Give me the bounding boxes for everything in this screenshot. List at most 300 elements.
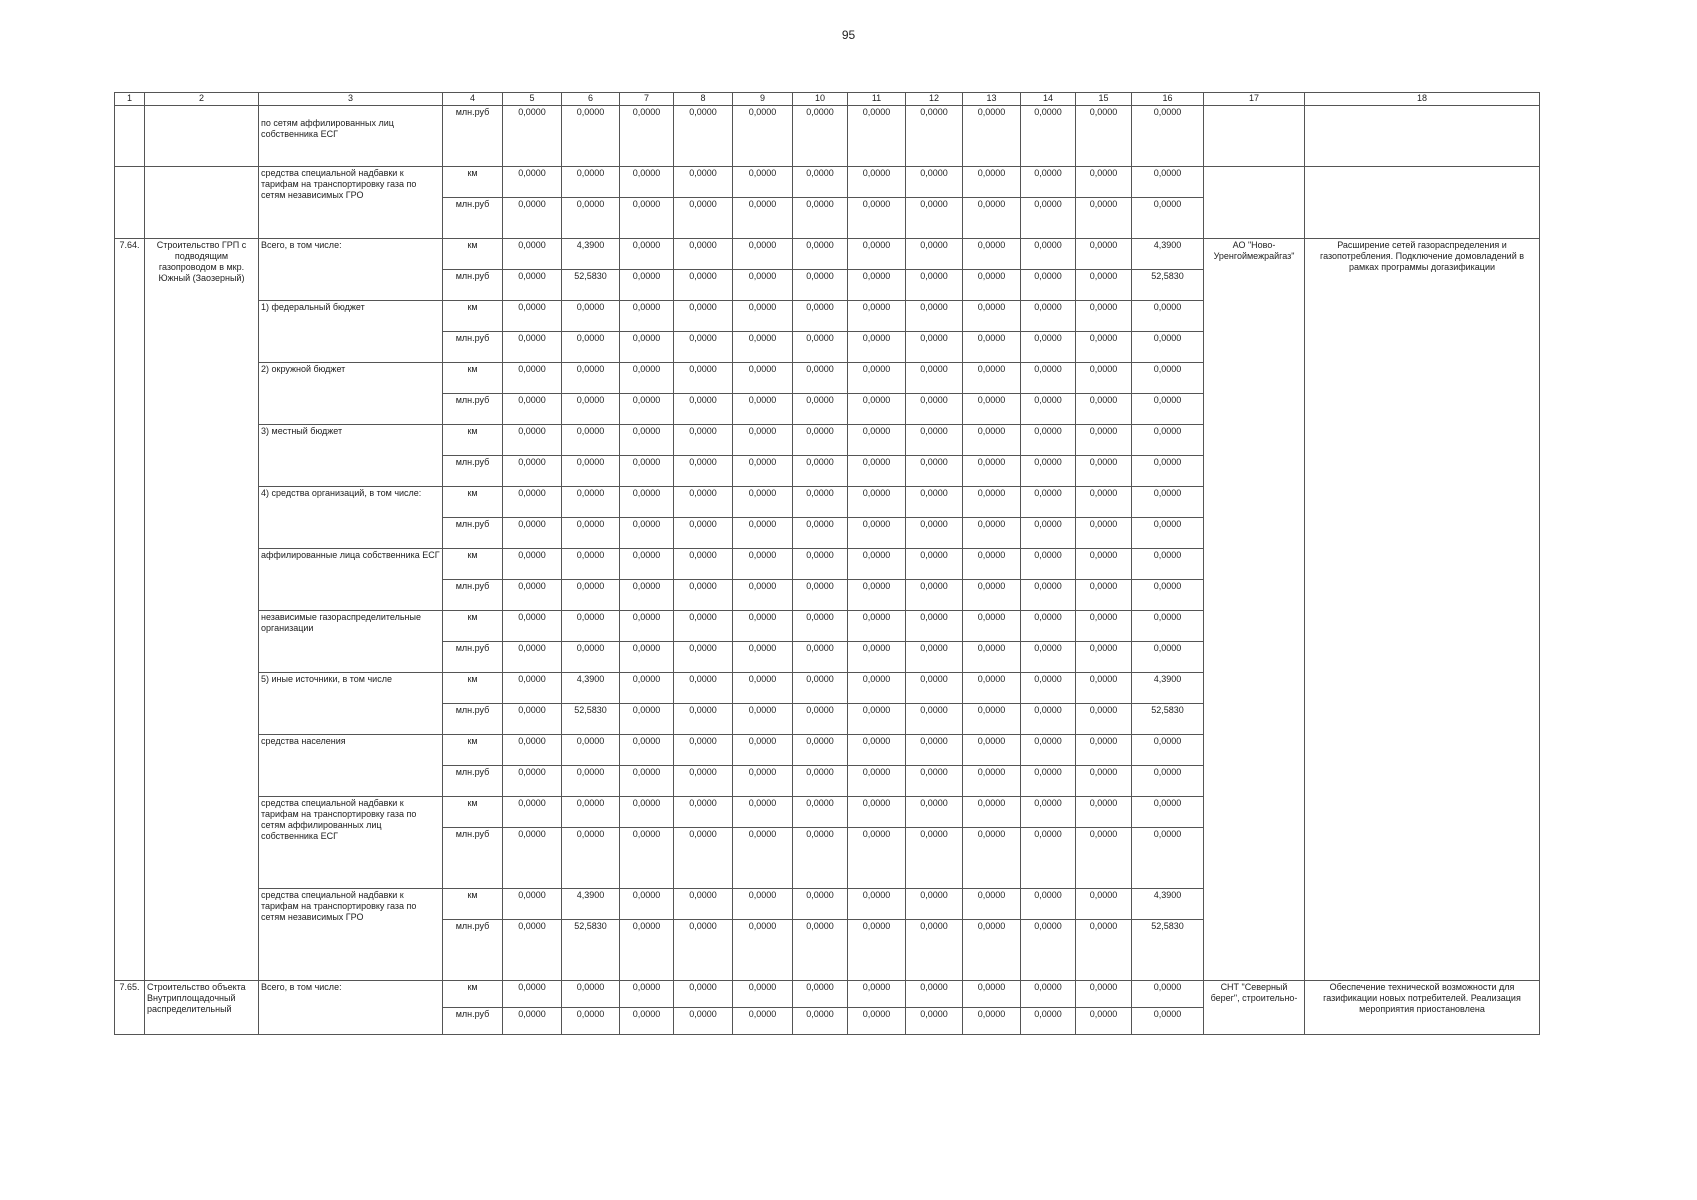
value-cell: 0,0000 [848,673,906,704]
value-cell: 0,0000 [1021,735,1076,766]
unit-cell: млн.руб [443,106,503,167]
value-cell: 0,0000 [733,487,793,518]
value-cell: 0,0000 [848,981,906,1008]
value-cell: 0,0000 [562,580,620,611]
code-cell [115,167,145,239]
column-header: 13 [963,93,1021,106]
column-header: 8 [674,93,733,106]
value-cell: 0,0000 [674,239,733,270]
value-cell: 0,0000 [1076,198,1132,239]
value-cell: 52,5830 [562,920,620,981]
value-cell: 0,0000 [906,735,963,766]
org-cell [1204,106,1305,167]
value-cell: 0,0000 [848,456,906,487]
value-cell: 0,0000 [562,332,620,363]
value-cell: 0,0000 [1076,673,1132,704]
value-cell: 0,0000 [906,920,963,981]
value-cell: 0,0000 [963,332,1021,363]
value-cell: 52,5830 [1132,270,1204,301]
value-cell: 0,0000 [733,735,793,766]
column-header: 15 [1076,93,1132,106]
value-cell: 0,0000 [793,828,848,889]
value-cell: 0,0000 [1021,301,1076,332]
value-cell: 0,0000 [1021,394,1076,425]
unit-cell: км [443,549,503,580]
value-cell: 0,0000 [1076,797,1132,828]
value-cell: 0,0000 [674,301,733,332]
value-cell: 0,0000 [733,198,793,239]
value-cell: 0,0000 [906,704,963,735]
value-cell: 0,0000 [1076,301,1132,332]
value-cell: 0,0000 [503,549,562,580]
value-cell: 0,0000 [963,766,1021,797]
value-cell: 0,0000 [906,394,963,425]
value-cell: 0,0000 [906,425,963,456]
value-cell: 0,0000 [733,394,793,425]
value-cell: 0,0000 [674,198,733,239]
value-cell: 0,0000 [906,332,963,363]
value-cell: 0,0000 [963,425,1021,456]
value-cell: 0,0000 [848,549,906,580]
value-cell: 0,0000 [906,363,963,394]
value-cell: 0,0000 [963,735,1021,766]
value-cell: 0,0000 [793,889,848,920]
value-cell: 0,0000 [793,239,848,270]
value-cell: 0,0000 [1021,981,1076,1008]
value-cell: 4,3900 [562,889,620,920]
value-cell: 0,0000 [848,797,906,828]
value-cell: 0,0000 [620,889,674,920]
value-cell: 0,0000 [1132,456,1204,487]
unit-cell: млн.руб [443,198,503,239]
value-cell: 0,0000 [1076,167,1132,198]
column-header: 17 [1204,93,1305,106]
value-cell: 0,0000 [620,704,674,735]
value-cell: 0,0000 [562,1008,620,1035]
value-cell: 0,0000 [963,580,1021,611]
page-number: 95 [841,28,856,42]
value-cell: 0,0000 [793,198,848,239]
value-cell: 0,0000 [1076,920,1132,981]
value-cell: 0,0000 [848,642,906,673]
unit-cell: км [443,239,503,270]
value-cell: 0,0000 [1021,580,1076,611]
value-cell: 0,0000 [1132,828,1204,889]
unit-cell: млн.руб [443,828,503,889]
value-cell: 0,0000 [620,301,674,332]
unit-cell: км [443,301,503,332]
value-cell: 0,0000 [674,167,733,198]
source-label: средства специальной надбавки к тарифам на транспортировку газа по сетям аффилированных лиц собственника ЕСГ [259,797,443,889]
value-cell: 0,0000 [848,487,906,518]
value-cell: 0,0000 [562,425,620,456]
value-cell: 0,0000 [503,580,562,611]
value-cell: 0,0000 [562,198,620,239]
source-label: средства населения [259,735,443,797]
org-cell: СНТ "Северный берег", строительно- [1204,981,1305,1035]
value-cell: 0,0000 [1076,425,1132,456]
source-label: Всего, в том числе: [259,239,443,301]
unit-cell: млн.руб [443,704,503,735]
unit-cell: млн.руб [443,270,503,301]
value-cell: 0,0000 [1021,642,1076,673]
value-cell: 0,0000 [674,1008,733,1035]
value-cell: 0,0000 [503,981,562,1008]
value-cell: 0,0000 [1076,106,1132,167]
value-cell: 0,0000 [1021,239,1076,270]
source-label: средства специальной надбавки к тарифам на транспортировку газа по сетям независимых ГРО [259,167,443,239]
value-cell: 0,0000 [620,518,674,549]
value-cell: 0,0000 [906,889,963,920]
table-row [115,239,1540,270]
value-cell: 0,0000 [848,394,906,425]
value-cell: 0,0000 [1132,518,1204,549]
value-cell: 0,0000 [674,673,733,704]
value-cell: 0,0000 [620,580,674,611]
unit-cell: млн.руб [443,580,503,611]
value-cell: 0,0000 [1132,1008,1204,1035]
source-label: 2) окружной бюджет [259,363,443,425]
value-cell: 0,0000 [848,270,906,301]
value-cell: 0,0000 [733,363,793,394]
value-cell: 0,0000 [620,981,674,1008]
column-header: 5 [503,93,562,106]
unit-cell: км [443,673,503,704]
value-cell: 0,0000 [503,642,562,673]
unit-cell: км [443,611,503,642]
value-cell: 0,0000 [620,797,674,828]
value-cell: 0,0000 [733,673,793,704]
value-cell: 0,0000 [1076,239,1132,270]
unit-cell: км [443,363,503,394]
value-cell: 0,0000 [620,270,674,301]
value-cell: 0,0000 [674,580,733,611]
value-cell: 0,0000 [1076,456,1132,487]
value-cell: 0,0000 [848,828,906,889]
value-cell: 0,0000 [793,797,848,828]
value-cell: 0,0000 [1021,270,1076,301]
value-cell: 0,0000 [733,332,793,363]
column-header: 10 [793,93,848,106]
value-cell: 0,0000 [733,642,793,673]
value-cell: 0,0000 [963,106,1021,167]
header-row [115,93,1540,106]
value-cell: 0,0000 [793,673,848,704]
value-cell: 0,0000 [848,889,906,920]
value-cell: 0,0000 [562,611,620,642]
value-cell: 0,0000 [503,518,562,549]
value-cell: 52,5830 [1132,704,1204,735]
value-cell: 0,0000 [848,580,906,611]
value-cell: 4,3900 [562,673,620,704]
value-cell: 0,0000 [1021,363,1076,394]
value-cell: 0,0000 [562,487,620,518]
value-cell: 0,0000 [906,549,963,580]
value-cell: 0,0000 [562,518,620,549]
value-cell: 0,0000 [503,1008,562,1035]
value-cell: 0,0000 [620,167,674,198]
value-cell: 0,0000 [1076,611,1132,642]
value-cell: 0,0000 [562,363,620,394]
value-cell: 0,0000 [562,167,620,198]
value-cell: 4,3900 [1132,673,1204,704]
value-cell: 0,0000 [1132,549,1204,580]
value-cell: 0,0000 [793,106,848,167]
source-label: независимые газораспределительные организации [259,611,443,673]
value-cell: 0,0000 [906,797,963,828]
value-cell: 0,0000 [1021,673,1076,704]
value-cell: 0,0000 [1021,1008,1076,1035]
value-cell: 0,0000 [503,766,562,797]
value-cell: 0,0000 [1076,1008,1132,1035]
object-cell [145,106,259,167]
value-cell: 0,0000 [733,611,793,642]
value-cell: 0,0000 [1021,332,1076,363]
value-cell: 0,0000 [620,363,674,394]
value-cell: 0,0000 [848,198,906,239]
value-cell: 0,0000 [674,487,733,518]
value-cell: 0,0000 [963,239,1021,270]
value-cell: 0,0000 [1021,518,1076,549]
source-label: средства специальной надбавки к тарифам на транспортировку газа по сетям независимых ГРО [259,889,443,981]
value-cell: 0,0000 [793,456,848,487]
code-cell [115,106,145,167]
value-cell: 0,0000 [674,270,733,301]
value-cell: 0,0000 [906,1008,963,1035]
value-cell: 0,0000 [733,828,793,889]
value-cell: 0,0000 [963,642,1021,673]
value-cell: 0,0000 [906,167,963,198]
value-cell: 0,0000 [1132,735,1204,766]
source-label: 5) иные источники, в том числе [259,673,443,735]
org-cell [1204,167,1305,239]
value-cell: 0,0000 [906,518,963,549]
value-cell: 0,0000 [1132,394,1204,425]
value-cell: 0,0000 [963,167,1021,198]
value-cell: 0,0000 [620,332,674,363]
unit-cell: млн.руб [443,766,503,797]
value-cell: 0,0000 [1021,611,1076,642]
value-cell: 0,0000 [503,797,562,828]
value-cell: 0,0000 [793,611,848,642]
value-cell: 0,0000 [503,456,562,487]
value-cell: 0,0000 [733,167,793,198]
unit-cell: км [443,167,503,198]
column-header: 7 [620,93,674,106]
unit-cell: км [443,889,503,920]
value-cell: 0,0000 [963,363,1021,394]
value-cell: 0,0000 [733,239,793,270]
value-cell: 0,0000 [906,981,963,1008]
value-cell: 0,0000 [906,198,963,239]
value-cell: 0,0000 [503,363,562,394]
value-cell: 0,0000 [848,167,906,198]
value-cell: 0,0000 [793,167,848,198]
value-cell: 0,0000 [562,981,620,1008]
value-cell: 0,0000 [906,301,963,332]
table-row [115,106,1540,167]
value-cell: 0,0000 [674,981,733,1008]
value-cell: 0,0000 [620,239,674,270]
org-cell: АО "Ново-Уренгоймежрайгаз" [1204,239,1305,981]
value-cell: 0,0000 [503,270,562,301]
value-cell: 0,0000 [848,363,906,394]
value-cell: 0,0000 [963,797,1021,828]
value-cell: 0,0000 [1132,332,1204,363]
column-header: 1 [115,93,145,106]
unit-cell: млн.руб [443,642,503,673]
unit-cell: км [443,981,503,1008]
value-cell: 0,0000 [1076,487,1132,518]
value-cell: 0,0000 [503,704,562,735]
value-cell: 0,0000 [620,642,674,673]
value-cell: 0,0000 [503,828,562,889]
value-cell: 0,0000 [733,456,793,487]
value-cell: 0,0000 [733,797,793,828]
value-cell: 0,0000 [674,611,733,642]
value-cell: 0,0000 [793,981,848,1008]
value-cell: 0,0000 [562,456,620,487]
value-cell: 4,3900 [1132,889,1204,920]
value-cell: 0,0000 [733,766,793,797]
value-cell: 0,0000 [503,920,562,981]
value-cell: 0,0000 [674,642,733,673]
column-header: 18 [1305,93,1540,106]
value-cell: 0,0000 [620,828,674,889]
unit-cell: млн.руб [443,1008,503,1035]
value-cell: 0,0000 [620,394,674,425]
value-cell: 0,0000 [503,425,562,456]
value-cell: 0,0000 [1076,363,1132,394]
value-cell: 0,0000 [733,106,793,167]
value-cell: 0,0000 [1021,704,1076,735]
value-cell: 0,0000 [1021,889,1076,920]
value-cell: 0,0000 [793,270,848,301]
value-cell: 52,5830 [562,704,620,735]
value-cell: 0,0000 [733,518,793,549]
value-cell: 0,0000 [963,673,1021,704]
value-cell: 0,0000 [1132,301,1204,332]
value-cell: 0,0000 [848,611,906,642]
source-label [259,106,443,167]
unit-cell: млн.руб [443,920,503,981]
value-cell: 0,0000 [674,394,733,425]
column-header: 11 [848,93,906,106]
value-cell: 0,0000 [620,198,674,239]
value-cell: 0,0000 [793,642,848,673]
value-cell: 0,0000 [733,889,793,920]
value-cell: 0,0000 [848,766,906,797]
value-cell: 0,0000 [906,642,963,673]
value-cell: 0,0000 [1132,487,1204,518]
value-cell: 0,0000 [733,580,793,611]
value-cell: 0,0000 [1076,766,1132,797]
note-cell [1305,167,1540,239]
value-cell: 0,0000 [620,673,674,704]
value-cell: 0,0000 [848,332,906,363]
value-cell: 0,0000 [503,735,562,766]
value-cell: 0,0000 [793,363,848,394]
value-cell: 0,0000 [1132,797,1204,828]
value-cell: 0,0000 [1021,106,1076,167]
value-cell: 0,0000 [906,456,963,487]
value-cell: 0,0000 [674,363,733,394]
value-cell: 0,0000 [674,920,733,981]
object-cell: Строительство ГРП с подводящим газопроводом в мкр. Южный (Заозерный) [145,239,259,981]
value-cell: 0,0000 [848,425,906,456]
value-cell: 0,0000 [1021,487,1076,518]
value-cell: 0,0000 [674,889,733,920]
value-cell: 0,0000 [733,425,793,456]
value-cell: 0,0000 [906,270,963,301]
value-cell: 0,0000 [906,828,963,889]
value-cell: 0,0000 [1021,797,1076,828]
value-cell: 0,0000 [620,487,674,518]
value-cell: 0,0000 [1132,363,1204,394]
value-cell: 0,0000 [963,920,1021,981]
value-cell: 0,0000 [848,920,906,981]
column-header: 16 [1132,93,1204,106]
column-header: 6 [562,93,620,106]
source-label: аффилированные лица собственника ЕСГ [259,549,443,611]
value-cell: 0,0000 [503,239,562,270]
value-cell: 0,0000 [733,704,793,735]
value-cell: 0,0000 [620,735,674,766]
column-header: 2 [145,93,259,106]
value-cell: 0,0000 [674,828,733,889]
value-cell: 0,0000 [1021,766,1076,797]
value-cell: 0,0000 [848,1008,906,1035]
value-cell: 0,0000 [674,332,733,363]
value-cell: 0,0000 [733,270,793,301]
value-cell: 0,0000 [963,456,1021,487]
table-row [115,981,1540,1008]
value-cell: 0,0000 [793,766,848,797]
value-cell: 0,0000 [1076,332,1132,363]
value-cell: 0,0000 [906,239,963,270]
value-cell: 0,0000 [1076,704,1132,735]
unit-cell: км [443,425,503,456]
value-cell: 0,0000 [503,167,562,198]
table-row [115,167,1540,198]
value-cell: 0,0000 [1076,828,1132,889]
value-cell: 0,0000 [963,301,1021,332]
value-cell: 0,0000 [674,549,733,580]
investment-table [114,92,1540,1035]
unit-cell: млн.руб [443,332,503,363]
value-cell: 0,0000 [793,704,848,735]
value-cell: 0,0000 [562,766,620,797]
value-cell: 0,0000 [1076,580,1132,611]
unit-cell: млн.руб [443,518,503,549]
value-cell: 0,0000 [1021,167,1076,198]
value-cell: 0,0000 [1132,611,1204,642]
value-cell: 0,0000 [793,301,848,332]
value-cell: 0,0000 [562,394,620,425]
value-cell: 0,0000 [674,704,733,735]
value-cell: 0,0000 [1132,106,1204,167]
value-cell: 0,0000 [620,1008,674,1035]
value-cell: 0,0000 [963,889,1021,920]
value-cell: 0,0000 [1132,981,1204,1008]
value-cell: 0,0000 [503,198,562,239]
value-cell: 0,0000 [1076,394,1132,425]
column-header: 3 [259,93,443,106]
value-cell: 0,0000 [562,797,620,828]
value-cell: 0,0000 [1132,580,1204,611]
value-cell: 0,0000 [793,394,848,425]
value-cell: 0,0000 [674,735,733,766]
